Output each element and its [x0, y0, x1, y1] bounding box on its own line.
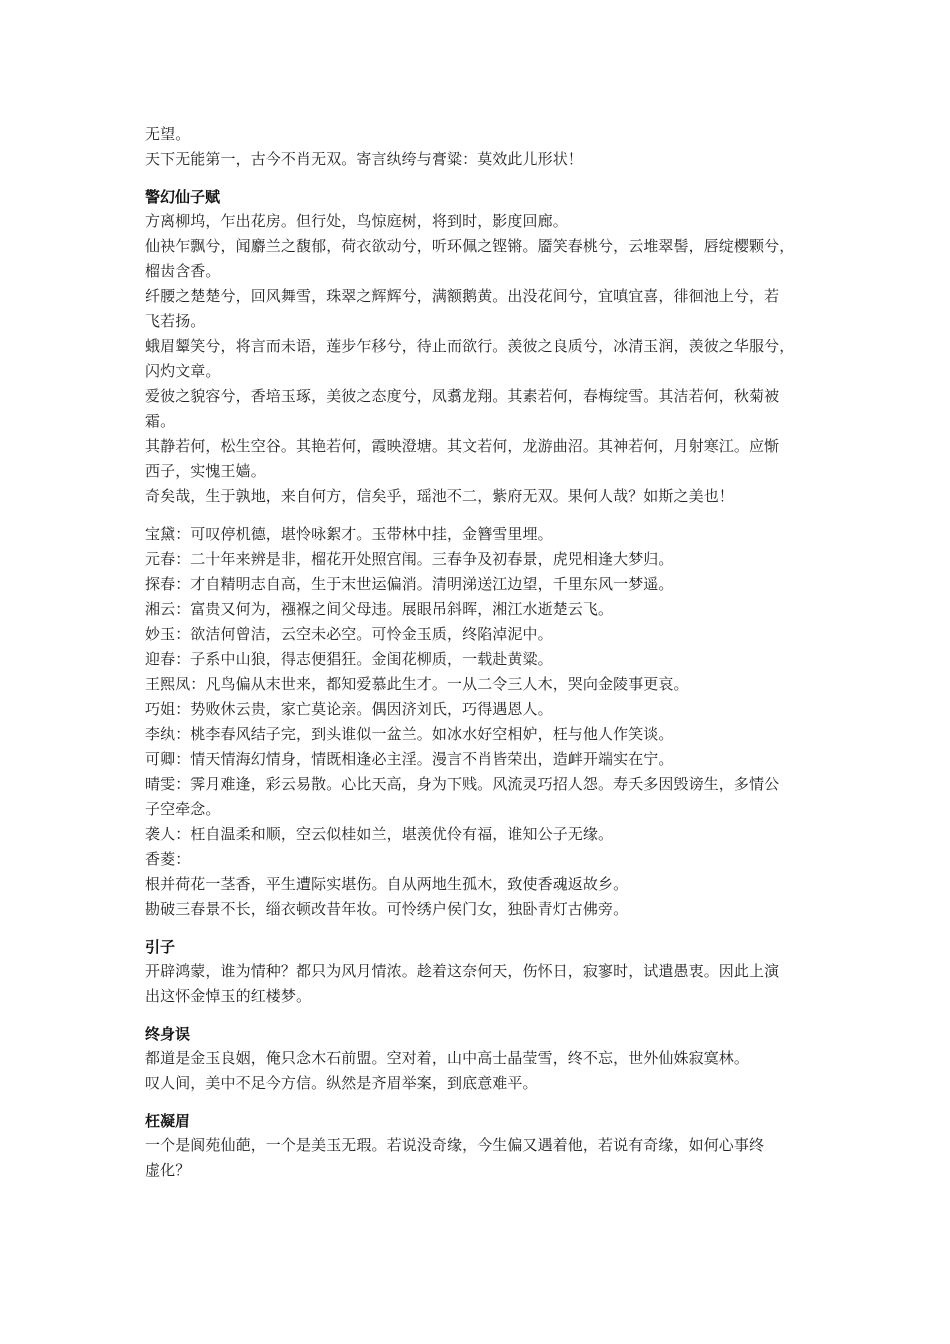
- section-heading: 枉凝眉: [145, 1112, 191, 1130]
- text-section: [145, 935, 815, 1009]
- text-line: 李纨：桃李春风结子完，到头谁似一盆兰。如冰水好空相妒，枉与他人作笑谈。: [145, 725, 674, 743]
- text-line: 出这怀金悼玉的红楼梦。: [145, 987, 312, 1005]
- text-line: 无望。: [145, 125, 191, 143]
- text-line: 虚化？: [145, 1161, 191, 1179]
- text-line: 飞若扬。: [145, 312, 206, 330]
- text-line: 香菱：: [145, 850, 191, 868]
- text-line: 蛾眉颦笑兮，将言而未语，莲步乍移兮，待止而欲行。羡彼之良质兮，冰清玉润，羡彼之华服兮，: [145, 337, 795, 355]
- text-line: 探春：才自精明志自高，生于末世运偏消。清明涕送江边望，千里东风一梦遥。: [145, 575, 674, 593]
- text-line: 闪灼文章。: [145, 362, 221, 380]
- text-line: 根并荷花一茎香，平生遭际实堪伤。自从两地生孤木，致使香魂返故乡。: [145, 875, 629, 893]
- section-heading: 警幻仙子赋: [145, 188, 221, 206]
- text-line: 妙玉：欲洁何曾洁，云空未必空。可怜金玉质，终陷淖泥中。: [145, 625, 553, 643]
- text-line: 可卿：情天情海幻情身，情既相逢必主淫。漫言不肖皆荣出，造衅开端实在宁。: [145, 750, 674, 768]
- text-line: 晴雯：霁月难逢，彩云易散。心比天高，身为下贱。风流灵巧招人怨。寿夭多因毁谤生，多情公: [145, 775, 780, 793]
- text-section: [145, 1109, 815, 1183]
- text-line: 榴齿含香。: [145, 262, 221, 280]
- text-line: 叹人间，美中不足今方信。纵然是齐眉举案，到底意难平。: [145, 1074, 538, 1092]
- text-line: 王熙凤：凡鸟偏从末世来，都知爱慕此生才。一从二令三人木，哭向金陵事更哀。: [145, 675, 689, 693]
- text-line: 都道是金玉良姻，俺只念木石前盟。空对着，山中高士晶莹雪，终不忘，世外仙姝寂寞林。: [145, 1049, 750, 1067]
- text-line: 宝黛：可叹停机德，堪怜咏絮才。玉带林中挂，金簪雪里埋。: [145, 525, 553, 543]
- text-line: 纤腰之楚楚兮，回风舞雪，珠翠之辉辉兮，满额鹅黄。出没花间兮，宜嗔宜喜，徘徊池上兮，若: [145, 287, 780, 305]
- text-line: 子空牵念。: [145, 800, 221, 818]
- document-page: [145, 122, 815, 1183]
- text-section: [145, 1022, 815, 1096]
- text-line: 迎春：子系中山狼，得志便猖狂。金闺花柳质，一载赴黄粱。: [145, 650, 553, 668]
- text-line: 开辟鸿蒙，谁为情种？都只为风月情浓。趁着这奈何天，伤怀日，寂寥时，试遣愚衷。因此上演: [145, 962, 780, 980]
- text-line: 霜。: [145, 412, 176, 430]
- text-line: 西子，实愧王嫱。: [145, 462, 266, 480]
- text-section: [145, 522, 815, 922]
- section-heading: 引子: [145, 938, 176, 956]
- text-line: 奇矣哉，生于孰地，来自何方，信矣乎，瑶池不二，紫府无双。果何人哉？如斯之美也！: [145, 487, 734, 505]
- text-section: [145, 185, 815, 509]
- text-line: 一个是阆苑仙葩，一个是美玉无瑕。若说没奇缘，今生偏又遇着他，若说有奇缘，如何心事终: [145, 1136, 765, 1154]
- section-heading: 终身误: [145, 1025, 191, 1043]
- text-line: 巧姐：势败休云贵，家亡莫论亲。偶因济刘氏，巧得遇恩人。: [145, 700, 553, 718]
- text-line: 天下无能第一，古今不肖无双。寄言纨绔与膏粱：莫效此儿形状！: [145, 150, 583, 168]
- text-line: 湘云：富贵又何为，襁褓之间父母违。展眼吊斜晖，湘江水逝楚云飞。: [145, 600, 614, 618]
- text-line: 其静若何，松生空谷。其艳若何，霞映澄塘。其文若何，龙游曲沼。其神若何，月射寒江。应惭: [145, 437, 780, 455]
- text-line: 方离柳坞，乍出花房。但行处，鸟惊庭树，将到时，影度回廊。: [145, 212, 568, 230]
- text-line: 袭人：枉自温柔和顺，空云似桂如兰，堪羡优伶有福，谁知公子无缘。: [145, 825, 614, 843]
- text-line: 元春：二十年来辨是非，榴花开处照宫闱。三春争及初春景，虎兕相逢大梦归。: [145, 550, 674, 568]
- text-line: 仙袂乍飘兮，闻麝兰之馥郁，荷衣欲动兮，听环佩之铿锵。靥笑春桃兮，云堆翠髻，唇绽樱颗兮，: [145, 237, 795, 255]
- text-line: 勘破三春景不长，缁衣顿改昔年妆。可怜绣户侯门女，独卧青灯古佛旁。: [145, 900, 629, 918]
- text-line: 爱彼之貌容兮，香培玉琢，美彼之态度兮，凤翥龙翔。其素若何，春梅绽雪。其洁若何，秋菊被: [145, 387, 780, 405]
- text-section: [145, 122, 815, 172]
